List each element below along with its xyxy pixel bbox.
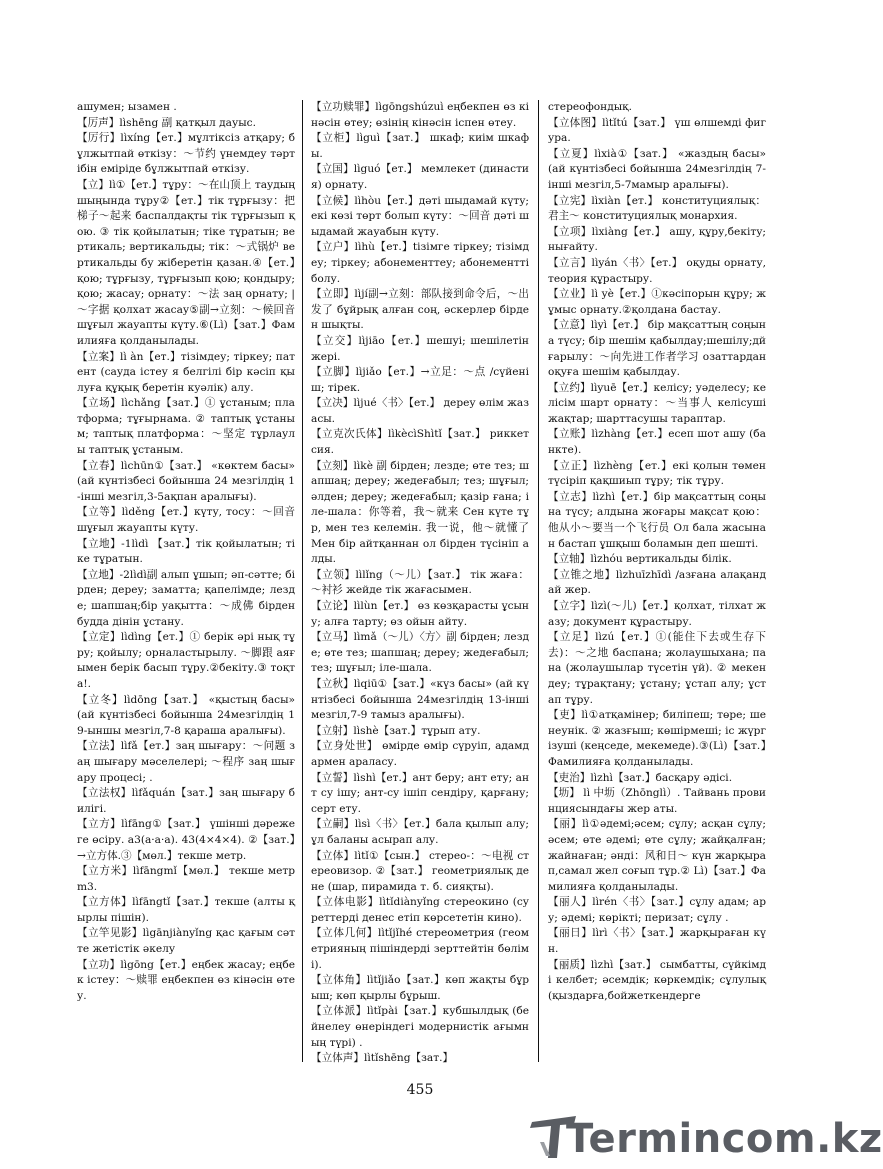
dictionary-entry: 【立体声】lìtǐshēng【зат.】 [311, 1052, 454, 1065]
dictionary-entry: 【立约】lìyuē【ет.】келісу; уәделесу; келісім шарт орнату：～当事人 келісуші жақтар; шарттасушы тараптар. [548, 381, 766, 425]
dictionary-entry: 【立地】-2lìdì副 алып ұшып; әп-сәтте; бірден; дереу; заматта; қапелімде; лезде; шапшаң;бір уақытта：～成佛 бірден будда дінін ұстану. [77, 568, 295, 628]
dictionary-entry: 【立秋】lìqiū①【зат.】«күз басы» (ай күнтізбесі бойынша 24мезгілдің 13-інші мезгіл,7-9 тамыз аралығы). [311, 677, 529, 722]
dictionary-column-3 [548, 100, 766, 1004]
dictionary-entry: 【立项】lìxiàng【ет.】 ашу, құру,бекіту; нығайту. [548, 225, 766, 254]
logo-wordmark: Termincom.kz [566, 1116, 883, 1162]
dictionary-entry: 【丽日】lìrì〈书〉【зат.】жарқыраған күн. [548, 927, 766, 956]
dictionary-entry: 【立体图】lìtǐtú【зат.】 үш өлшемді фигура. [548, 116, 766, 145]
dictionary-entry: 【立锥之地】lìzhuīzhīdì /азғана алақандай жер. [548, 568, 766, 597]
dictionary-entry: 【立方米】lìfāngmǐ【мөл.】 текше метр m3. [77, 865, 295, 893]
dictionary-column-2 [311, 100, 529, 1067]
dictionary-entry: 【立体电影】lìtǐdiànyǐng стереокино (суреттерді денес етіп көрсететін кино). [311, 896, 529, 924]
dictionary-entry: 【立法】lìfǎ【ет.】заң шығару：～问题 заң шығару мәселелері; ～程序 заң шығару процесі; . [77, 740, 295, 784]
dictionary-entry: 【立交】lìjiāo【ет.】шешуі; шешілетін жері. [311, 334, 529, 363]
dictionary-entry: 【立意】lìyì【ет.】 бір мақсаттың соңына түсу; бір шешім қабылдау;шешілу;дйғарылу：～向先进工作者学习 озаттардан оқуға шешім қабылдау. [548, 319, 766, 379]
dictionary-entry: 【立柜】lìguì【зат.】 шкаф; киім шкафы. [311, 132, 529, 160]
dictionary-entry: 【立即】lìjí副→立刻：部队接到命令后，～出发了 бұйрық алған соң, әскерлер бірден шықты. [311, 288, 529, 332]
dictionary-entry: стереофондық. [548, 101, 632, 113]
dictionary-entry: 【丽】lì①әдемі;әсем; сұлу; асқан сұлу; әсем; өте әдемі; өте сұлу; жайқалған; жайнаған; әнді：风和日～ күн жарқырап,самал жел соғып тұр.② Lì)【зат.】Фамилияға қолданылады. [548, 818, 766, 893]
dictionary-entry: 【立字】lìzì(～儿)【ет.】қолхат, тілхат жазу; документ құрастыру. [548, 600, 766, 628]
column-divider-1 [302, 100, 303, 1062]
dictionary-entry: 【立克次氏体】lìkècìShìtǐ【зат.】 риккетсия. [311, 428, 529, 457]
dictionary-entry: 【立候】lìhòu【ет.】дәті шыдамай күту; екі көзі төрт болып күту：～回音 дәті шыдамай жауабын күту. [311, 194, 529, 238]
dictionary-entry: 【立决】lìjué〈书〉【ет.】 дереу өлім жазасы. [311, 397, 529, 425]
dictionary-entry: 【立地】-1lìdì 【зат.】тік қойылатын; тіке тұратын. [77, 537, 295, 566]
dictionary-entry: 【立方】lìfāng①【зат.】 үшінші дәрежеге өсіру. a3(a·a·a). 43(4×4×4). ②【зат.】→立方体.③【мөл.】текше метр. [77, 818, 295, 862]
dictionary-entry: 【吏】lì①атқамінер; биліпеш; төре; шенеунік. ② жазғыш; көшірмеші; іс жүргізуші (кеңседе, мекемеде).③(Lì)【зат.】Фамилияға қолданылады. [548, 709, 766, 768]
dictionary-entry: 【立领】lìlǐng（～儿）【зат.】 тік жаға：～衬衫 жейде тік жағасымен. [311, 568, 529, 597]
dictionary-entry: 【立体】lìtǐ①【сын.】 стерео-：～电视 стереовизор. ②【зат.】 геометриялық дене (шар, пирамида т. б. сияқты). [311, 849, 529, 893]
dictionary-entry: 【立功赎罪】lìgōngshúzuì еңбекпен өз кінәсін өтеу; өзінің кінәсін іспен өтеу. [311, 101, 529, 129]
dictionary-entry: 【立誓】lìshì【ет.】ант беру; ант ету; ант су ішу; ант-су ішіп сендіру, қарғану; серт ету. [311, 771, 529, 815]
dictionary-entry: 【立业】lì yè【ет.】①кәсіпорын құру; жұмыс орнату.②қолдана бастау. [548, 288, 766, 316]
column-divider-2 [538, 100, 539, 1062]
dictionary-entry: 【立论】lìlùn【ет.】 өз көзқарасты ұсыну; алға тарту; өз ойын айту. [311, 600, 529, 628]
dictionary-entry: 【立体几何】lìtǐjǐhé стереометрия (геометрияның пішіндерді зерттейтін бөлімі). [311, 927, 529, 971]
dictionary-entry: 【坜】 lì 中坜（Zhōnglì）. Тайвань провинциясындағы жер аты. [548, 787, 766, 815]
dictionary-entry: 【立户】lìhù【ет.】tізімге тіркеу; тізімдеу; тіркеу; абонементтеу; абонементті болу. [311, 241, 529, 285]
dictionary-entry: 【立射】lìshè【зат.】тұрып ату. [311, 724, 481, 737]
dictionary-entry: 【立刻】lìkè 副 бірден; лезде; өте тез; шапшаң; дереу; жедеғабыл; тез; шұғыл; әлден; дереу; жедеғабыл; қазір ғана; іле-шала：你等着，我～就来 Сен күте тұр, мен тез келемін. 我一说，他～就懂了 Мен бір айтқаннан ол бірден түсініп алды. [311, 459, 529, 566]
dictionary-entry: 【厉声】lìshēng 副 қатқыл дауыс. [77, 116, 256, 129]
dictionary-entry: 【立竿见影】lìgānjiànyǐng қас қағым сәтте жетістік әкелу [77, 927, 295, 956]
dictionary-entry: 【立身处世】 өмірде өмір сүруіп, адамдармен араласу. [311, 740, 529, 768]
dictionary-entry: 【立马】lìmǎ（～儿）〈方〉副 бірден; лезде; өте тез; шапшаң; дереу; жедеғабыл; тез; шұғыл; іле-шала. [311, 631, 529, 675]
dictionary-entry: 【立嗣】lìsì〈书〉【ет.】бала қылып алу; ұл баланы асырап алу. [311, 818, 529, 846]
dictionary-entry: 【吏治】lìzhì【зат.】басқару әдісі. [548, 771, 733, 784]
dictionary-entry: 【立体派】lìtǐpài【зат.】кубшылдық (бейнелеу өнеріндегі модернистік ағымның түрі) . [311, 1005, 529, 1049]
dictionary-entry: 【立法权】lìfǎquán【зат.】заң шығару билігі. [77, 787, 295, 815]
dictionary-entry: 【立春】lìchūn①【зат.】 «көктем басы» (ай күнтізбесі бойынша 24 мезгілдің 1-інші мезгіл,3-5ақпан аралығы). [77, 459, 295, 503]
site-logo [530, 1112, 883, 1162]
dictionary-entry: 【立等】lìděng【ет.】күту, тосу：～回音 шұғыл жауапты күту. [77, 506, 295, 535]
dictionary-entry: 【立国】lìguó【ет.】 мемлекет (династия) орнату. [311, 163, 529, 191]
dictionary-entry: 【立言】lìyán〈书〉【ет.】 оқуды орнату,теория құрастыру. [548, 256, 766, 285]
dictionary-column-1 [77, 100, 295, 1004]
dictionary-entry: 【立夏】lìxià①【зат.】 «жаздың басы» (ай күнтізбесі бойынша 24мезгілдің 7-інші мезгіл,5-7мамыр аралығы). [548, 147, 766, 191]
dictionary-entry: 【丽人】lìrén〈书〉【зат.】сұлу адам; ару; әдемі; көрікті; перизат; сұлу . [548, 896, 766, 924]
dictionary-entry: 【立功】lìgōng【ет.】еңбек жасау; еңбек істеу：～赎罪 еңбекпен өз кінәсін өтеу. [77, 958, 295, 1002]
dictionary-entry: 【立方体】lìfāngtǐ【зат.】текше (алты қырлы пішін). [77, 896, 295, 924]
dictionary-entry: 【立定】lìdìng【ет.】① берік әрі нық тұру; қойылу; орналастырылу. ～脚跟 аяғымен берік басып тұру.②бекіту.③ тоқта!. [77, 631, 295, 690]
dictionary-entry: 【立账】lìzhàng【ет.】есеп шот ашу (банкте). [548, 428, 766, 457]
dictionary-entry: 【立】lì①【ет.】тұру：～在山顶上 таудың шыңында тұру②【ет.】тік тұрғызу：把梯子～起来 баспалдақты тік тұрғызып қою. ③ тік қойылатын; тіке тұратын; вертикаль; вертикальды; тік：～式锅炉 вертикальды бу жіберетін қазан.④【ет.】қою; тұрғызу, тұрғызып қою; қондыру; қою; жасау; орнату：～法 заң орнату; |～字据 қолхат жасау⑤副→立刻：～候回音 шұғыл жауапты күту.⑥(Lì)【зат.】Фамилияға қолданылады. [77, 178, 295, 347]
dictionary-entry: ашумен; ызамен . [77, 101, 177, 113]
dictionary-entry: 【立足】lìzú【ет.】①(能住下去或生存下去)：～之地 баспана; жолаушыхана; пана (жолаушылар түсетін үй). ② мекендеу; тұрақтану; ұстану; ұстап алу; ұстап тұру. [548, 631, 766, 706]
dictionary-entry: 【立正】lìzhèng【ет.】екі қолын төмен түсіріп қақшиып тұру; тік тұру. [548, 459, 766, 488]
dictionary-entry: 【厉行】lìxíng【ет.】мұлтіксіз атқару; бұлжытпай өткізу：～节约 үнемдеу тәртібін еміріде бұлжытпай өткізу. [77, 132, 295, 176]
dictionary-entry: 【丽质】lìzhì【зат.】 сымбатты, сүйкімді келбет; әсемдік; көркемдік; сұлулық (қыздарға,бойжеткендерге [548, 958, 766, 1002]
dictionary-entry: 【立场】lìchǎng【зат.】① ұстаным; платформа; тұғырнама. ② таптық ұстаным; таптық платформа：～坚定 тұрлаулы таптық ұстаным. [77, 397, 295, 457]
dictionary-entry: 【立体角】lìtǐjiǎo【зат.】көп жақты бұрыш; көп қырлы бұрыш. [311, 974, 529, 1002]
dictionary-entry: 【立案】lì àn【ет.】тізімдеу; тіркеу; патент (сауда істеу я белгілі бір кәсіп қылуға құқық беретін куәлік) алу. [77, 350, 295, 394]
dictionary-entry: 【立宪】lìxiàn【ет.】 конституциялық：君主～ конституциялық монархия. [548, 194, 766, 223]
page-number: 455 [406, 1082, 434, 1098]
dictionary-entry: 【立脚】lìjiǎo【ет.】→立足：～点 /сүйеніш; тірек. [311, 366, 529, 394]
dictionary-entry: 【立冬】lìdōng【зат.】 «қыстың басы» (ай күнтізбесі бойынша 24мезгілдің 19-ыншы мезгіл,7-8 қараша аралығы). [77, 693, 295, 737]
dictionary-entry: 【立志】lìzhì【ет.】бір мақсаттың соңына түсу; алдына жоғары мақсат қою：他从小～要当一个飞行员 Ол бала жасынан бастап ұшқыш боламын деп шешті. [548, 490, 766, 550]
dictionary-entry: 【立轴】lìzhóu вертикальды білік. [548, 553, 732, 566]
